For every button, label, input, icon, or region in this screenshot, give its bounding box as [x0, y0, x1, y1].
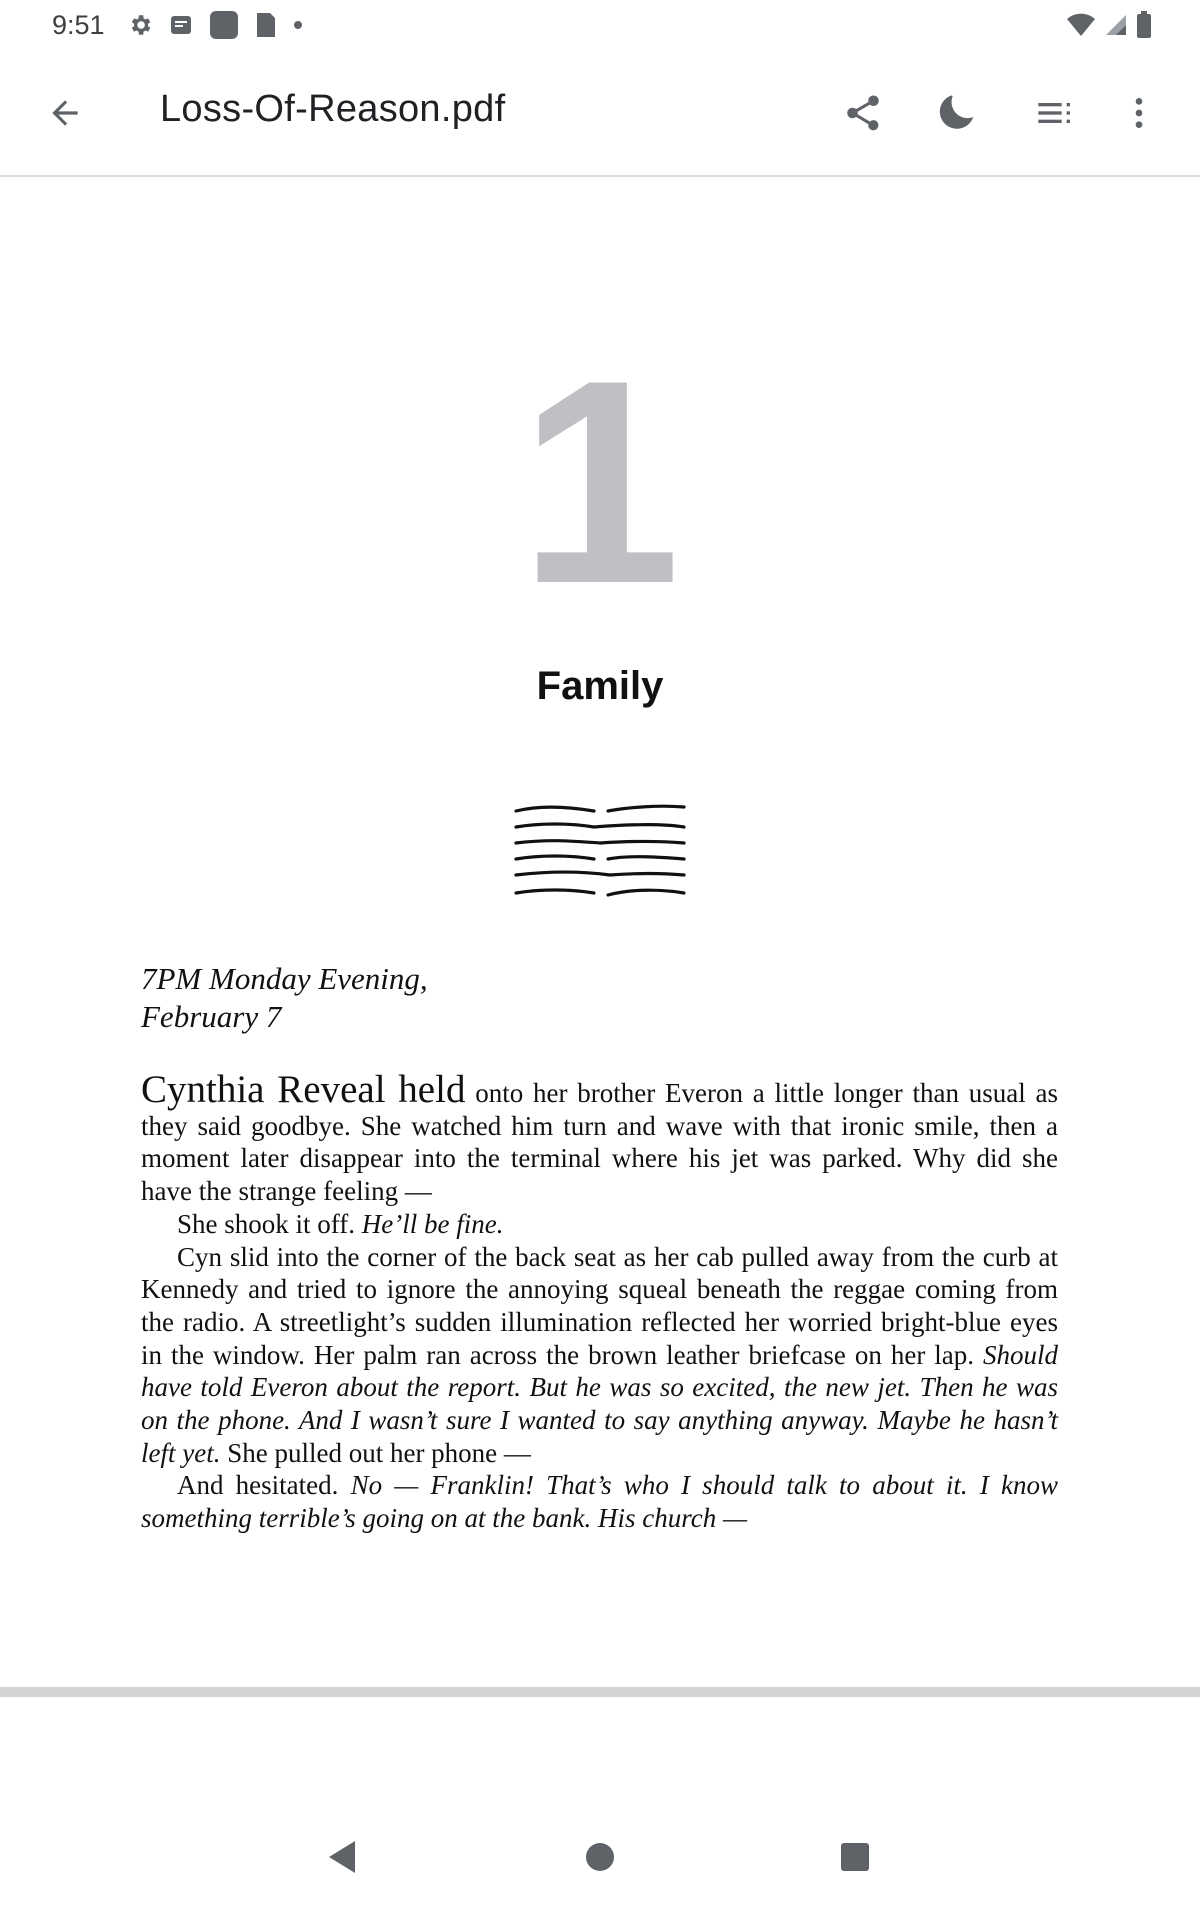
paragraph-text: Cyn slid into the corner of the back seat as her cab pulled away from the curb at Kennedy and tried to ignore the annoying squeal beneath the reggae coming from the radio. A streetlight’s sudden illumination reflected her worried bright-blue eyes in the window. Her palm ran across the brown leather briefcase on her lap.: [141, 1241, 1058, 1370]
back-triangle-icon: [325, 1839, 359, 1875]
paragraph-text: And hesitated.: [177, 1470, 351, 1501]
chapter-body: [141, 1068, 1058, 1535]
chapter-number: 1: [519, 320, 681, 644]
italic-thought: No — Franklin! That’s who I should talk to about it. I know something terrible’s going on at the bank. His church —: [141, 1470, 1058, 1534]
paragraph-text: She shook it off.: [177, 1208, 362, 1239]
home-circle-icon: [584, 1841, 616, 1873]
more-options-button[interactable]: [1112, 86, 1166, 140]
battery-icon: [1136, 11, 1152, 39]
italic-thought: Should have told Everon about the report. But he was so excited, the new jet. Then he was on the phone. And I wasn’t sure I wanted to say anything anyway. Maybe he hasn’t left yet.: [141, 1339, 1058, 1468]
paragraph: [141, 1208, 1058, 1241]
reading-list-button[interactable]: [1028, 86, 1082, 140]
more-vert-icon: [1119, 93, 1159, 133]
app-bar: [0, 50, 1200, 177]
pdf-page[interactable]: [0, 177, 1200, 1687]
night-mode-icon: [936, 92, 978, 134]
signal-icon: [1104, 13, 1128, 37]
gear-icon: [127, 12, 153, 38]
page-divider: [0, 1687, 1200, 1697]
app-icon: [209, 10, 239, 40]
nav-recents-button[interactable]: [820, 1822, 890, 1892]
share-icon: [842, 92, 884, 134]
back-button[interactable]: [40, 88, 90, 138]
status-bar: [0, 0, 1200, 50]
sd-card-icon: [255, 11, 277, 39]
paragraph: [141, 1469, 1058, 1534]
dot-icon: [293, 20, 303, 30]
paragraph-text: She pulled out her phone —: [220, 1437, 531, 1468]
dateline-line-1: 7PM Monday Evening,: [141, 961, 428, 996]
paragraph: [141, 1241, 1058, 1470]
dateline-line-2: February 7: [141, 999, 282, 1034]
italic-thought: He’ll be fine.: [361, 1208, 504, 1239]
paragraph: [141, 1068, 1058, 1208]
status-time: 9:51: [52, 9, 105, 40]
arrow-back-icon: [46, 94, 84, 132]
share-button[interactable]: [836, 86, 890, 140]
chapter-title: Family: [536, 664, 664, 708]
document-title: Loss-Of-Reason.pdf: [160, 88, 506, 130]
dateline: [141, 960, 428, 1036]
navigation-bar: [0, 1810, 1200, 1920]
reading-list-icon: [1035, 93, 1075, 133]
note-icon: [169, 13, 193, 37]
lead-words: Cynthia Reveal held: [141, 1068, 466, 1111]
recents-square-icon: [839, 1841, 871, 1873]
paragraph-text: onto her brother Everon a little longer than usual as they said goodbye. She watched him turn and wave with that ironic smile, then a moment later disappear into the terminal where his jet was parked. Why did she have the strange feeling —: [141, 1078, 1058, 1207]
wifi-icon: [1066, 13, 1096, 37]
night-mode-button[interactable]: [930, 86, 984, 140]
wave-ornament-icon: [510, 789, 690, 909]
nav-back-button[interactable]: [307, 1822, 377, 1892]
nav-home-button[interactable]: [565, 1822, 635, 1892]
